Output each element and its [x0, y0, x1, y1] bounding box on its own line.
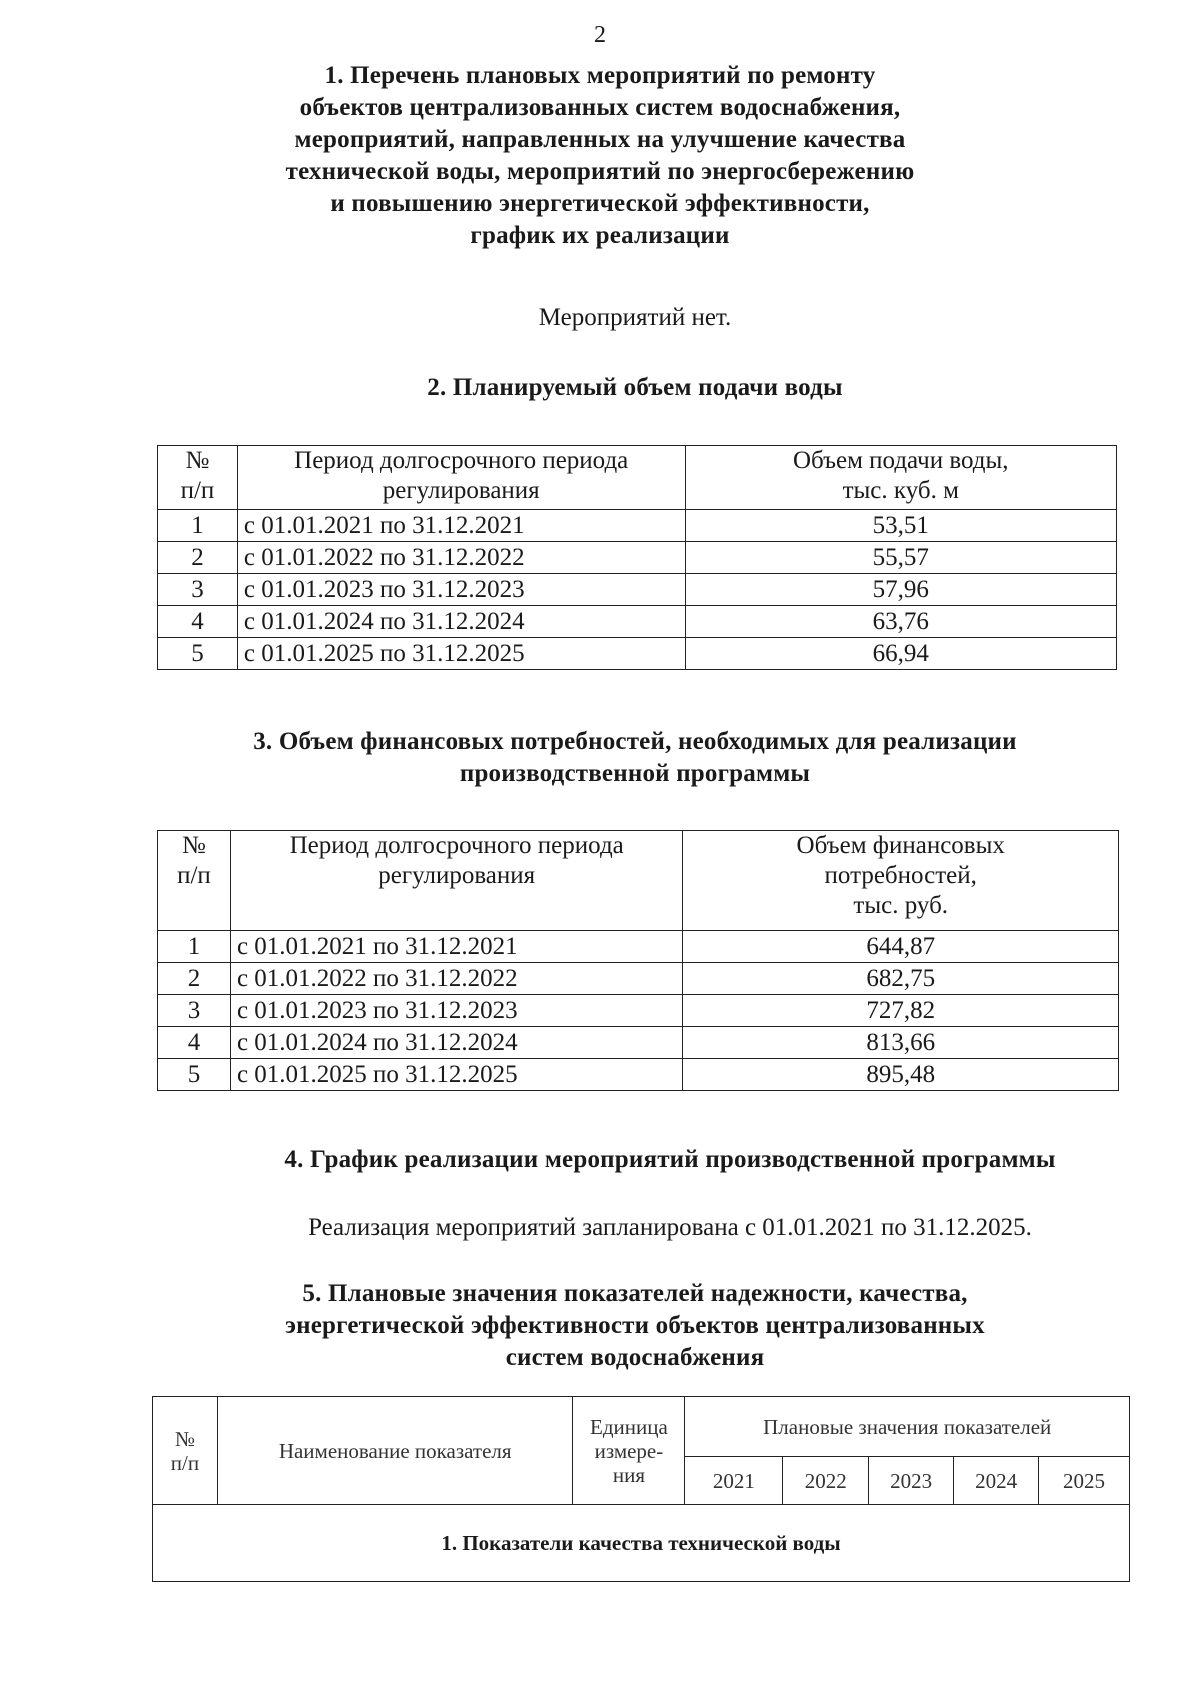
cell-num: 3: [158, 574, 238, 606]
cell-value: 63,76: [685, 606, 1117, 638]
table-header-row: [158, 831, 1119, 931]
header-text: №: [182, 832, 206, 859]
section5-title: [35, 1278, 1200, 1374]
cell-period: с 01.01.2023 по 31.12.2023: [237, 574, 685, 606]
section3-title: [35, 726, 1200, 790]
cell-value: 727,82: [683, 995, 1119, 1027]
header-text: регулирования: [378, 862, 536, 889]
section3-title-line: производственной программы: [459, 760, 811, 787]
section1-text: Мероприятий нет.: [538, 304, 732, 331]
header-indicator-name: Наименование показателя: [217, 1397, 573, 1505]
cell-period: с 01.01.2024 по 31.12.2024: [237, 606, 685, 638]
table-row: [153, 1505, 1130, 1582]
table-row: [158, 1027, 1119, 1059]
section1-title-line: мероприятий, направленных на улучшение качества: [294, 126, 906, 153]
table-row: [158, 574, 1117, 606]
section5-title-line: энергетической эффективности объектов централизованных: [285, 1312, 985, 1339]
indicators-table: [152, 1396, 1130, 1582]
section-row: 1. Показатели качества технической воды: [153, 1505, 1130, 1582]
section1-title-line: объектов централизованных систем водоснабжения,: [299, 94, 901, 121]
section1-title-line: и повышению энергетической эффективности,: [330, 190, 870, 217]
cell-num: 1: [158, 510, 238, 542]
cell-period: с 01.01.2025 по 31.12.2025: [237, 638, 685, 670]
section5-title-line: систем водоснабжения: [505, 1344, 765, 1371]
header-period: [230, 831, 683, 931]
section4-text: Реализация мероприятий запланирована с 01.01.2021 по 31.12.2025.: [308, 1214, 1032, 1241]
cell-value: 644,87: [683, 931, 1119, 963]
table-row: [158, 1059, 1119, 1091]
header-year: 2021: [685, 1457, 783, 1505]
section1-title-line: график их реализации: [470, 222, 730, 249]
cell-num: 4: [158, 1027, 231, 1059]
cell-period: с 01.01.2022 по 31.12.2022: [230, 963, 683, 995]
cell-period: с 01.01.2021 по 31.12.2021: [230, 931, 683, 963]
section5-title-line: 5. Плановые значения показателей надежности, качества,: [302, 1280, 968, 1307]
cell-num: 2: [158, 963, 231, 995]
cell-num: 5: [158, 1059, 231, 1091]
water-supply-table: [157, 445, 1117, 670]
cell-value: 813,66: [683, 1027, 1119, 1059]
cell-period: с 01.01.2022 по 31.12.2022: [237, 542, 685, 574]
header-text: регулирования: [382, 477, 540, 504]
section2-title: 2. Планируемый объем подачи воды: [427, 374, 843, 401]
header-text: Объем финансовых: [796, 832, 1005, 859]
header-text: Период долгосрочного периода: [294, 447, 629, 474]
header-text: тыс. руб.: [853, 892, 949, 919]
table-header-row: [158, 446, 1117, 510]
header-planned-values: Плановые значения показателей: [685, 1397, 1130, 1457]
header-text: потребностей,: [824, 862, 977, 889]
table-row: [158, 606, 1117, 638]
table-header-row: [153, 1397, 1130, 1457]
financial-needs-table: [157, 830, 1119, 1091]
cell-value: 682,75: [683, 963, 1119, 995]
cell-num: 3: [158, 995, 231, 1027]
cell-num: 2: [158, 542, 238, 574]
header-text: п/п: [170, 1450, 200, 1475]
cell-value: 895,48: [683, 1059, 1119, 1091]
header-text: измере-: [594, 1438, 664, 1463]
section3-title-line: 3. Объем финансовых потребностей, необходимых для реализации: [253, 728, 1017, 755]
header-text: №: [174, 1426, 195, 1451]
header-text: п/п: [180, 477, 215, 504]
header-text: Период долгосрочного периода: [289, 832, 624, 859]
table-row: [158, 542, 1117, 574]
cell-num: 4: [158, 606, 238, 638]
table-row: [158, 931, 1119, 963]
table-row: [158, 638, 1117, 670]
header-unit: [573, 1397, 685, 1505]
cell-value: 53,51: [685, 510, 1117, 542]
section1-title-line: 1. Перечень плановых мероприятий по ремонту: [324, 62, 876, 89]
header-text: тыс. куб. м: [842, 477, 959, 504]
cell-num: 1: [158, 931, 231, 963]
header-text: ния: [612, 1462, 645, 1487]
table-row: [158, 510, 1117, 542]
header-num: [153, 1397, 218, 1505]
table-row: [158, 995, 1119, 1027]
header-year: 2023: [869, 1457, 954, 1505]
cell-num: 5: [158, 638, 238, 670]
section1-title: [0, 60, 1200, 252]
cell-value: 57,96: [685, 574, 1117, 606]
cell-value: 55,57: [685, 542, 1117, 574]
header-text: п/п: [177, 862, 211, 889]
header-year: 2022: [783, 1457, 869, 1505]
header-num: [158, 446, 238, 510]
header-value: [685, 446, 1117, 510]
header-period: [237, 446, 685, 510]
cell-period: с 01.01.2023 по 31.12.2023: [230, 995, 683, 1027]
header-text: Объем подачи воды,: [792, 447, 1009, 474]
header-num: [158, 831, 231, 931]
cell-period: с 01.01.2024 по 31.12.2024: [230, 1027, 683, 1059]
section1-title-line: технической воды, мероприятий по энергосбережению: [285, 158, 915, 185]
header-text: Единица: [590, 1414, 668, 1439]
header-year: 2025: [1039, 1457, 1130, 1505]
cell-period: с 01.01.2025 по 31.12.2025: [230, 1059, 683, 1091]
cell-value: 66,94: [685, 638, 1117, 670]
header-year: 2024: [954, 1457, 1039, 1505]
page-number: 2: [594, 22, 606, 48]
table-row: [158, 963, 1119, 995]
header-value: [683, 831, 1119, 931]
cell-period: с 01.01.2021 по 31.12.2021: [237, 510, 685, 542]
header-text: №: [185, 447, 210, 474]
section4-title: 4. График реализации мероприятий производственной программы: [284, 1146, 1056, 1173]
